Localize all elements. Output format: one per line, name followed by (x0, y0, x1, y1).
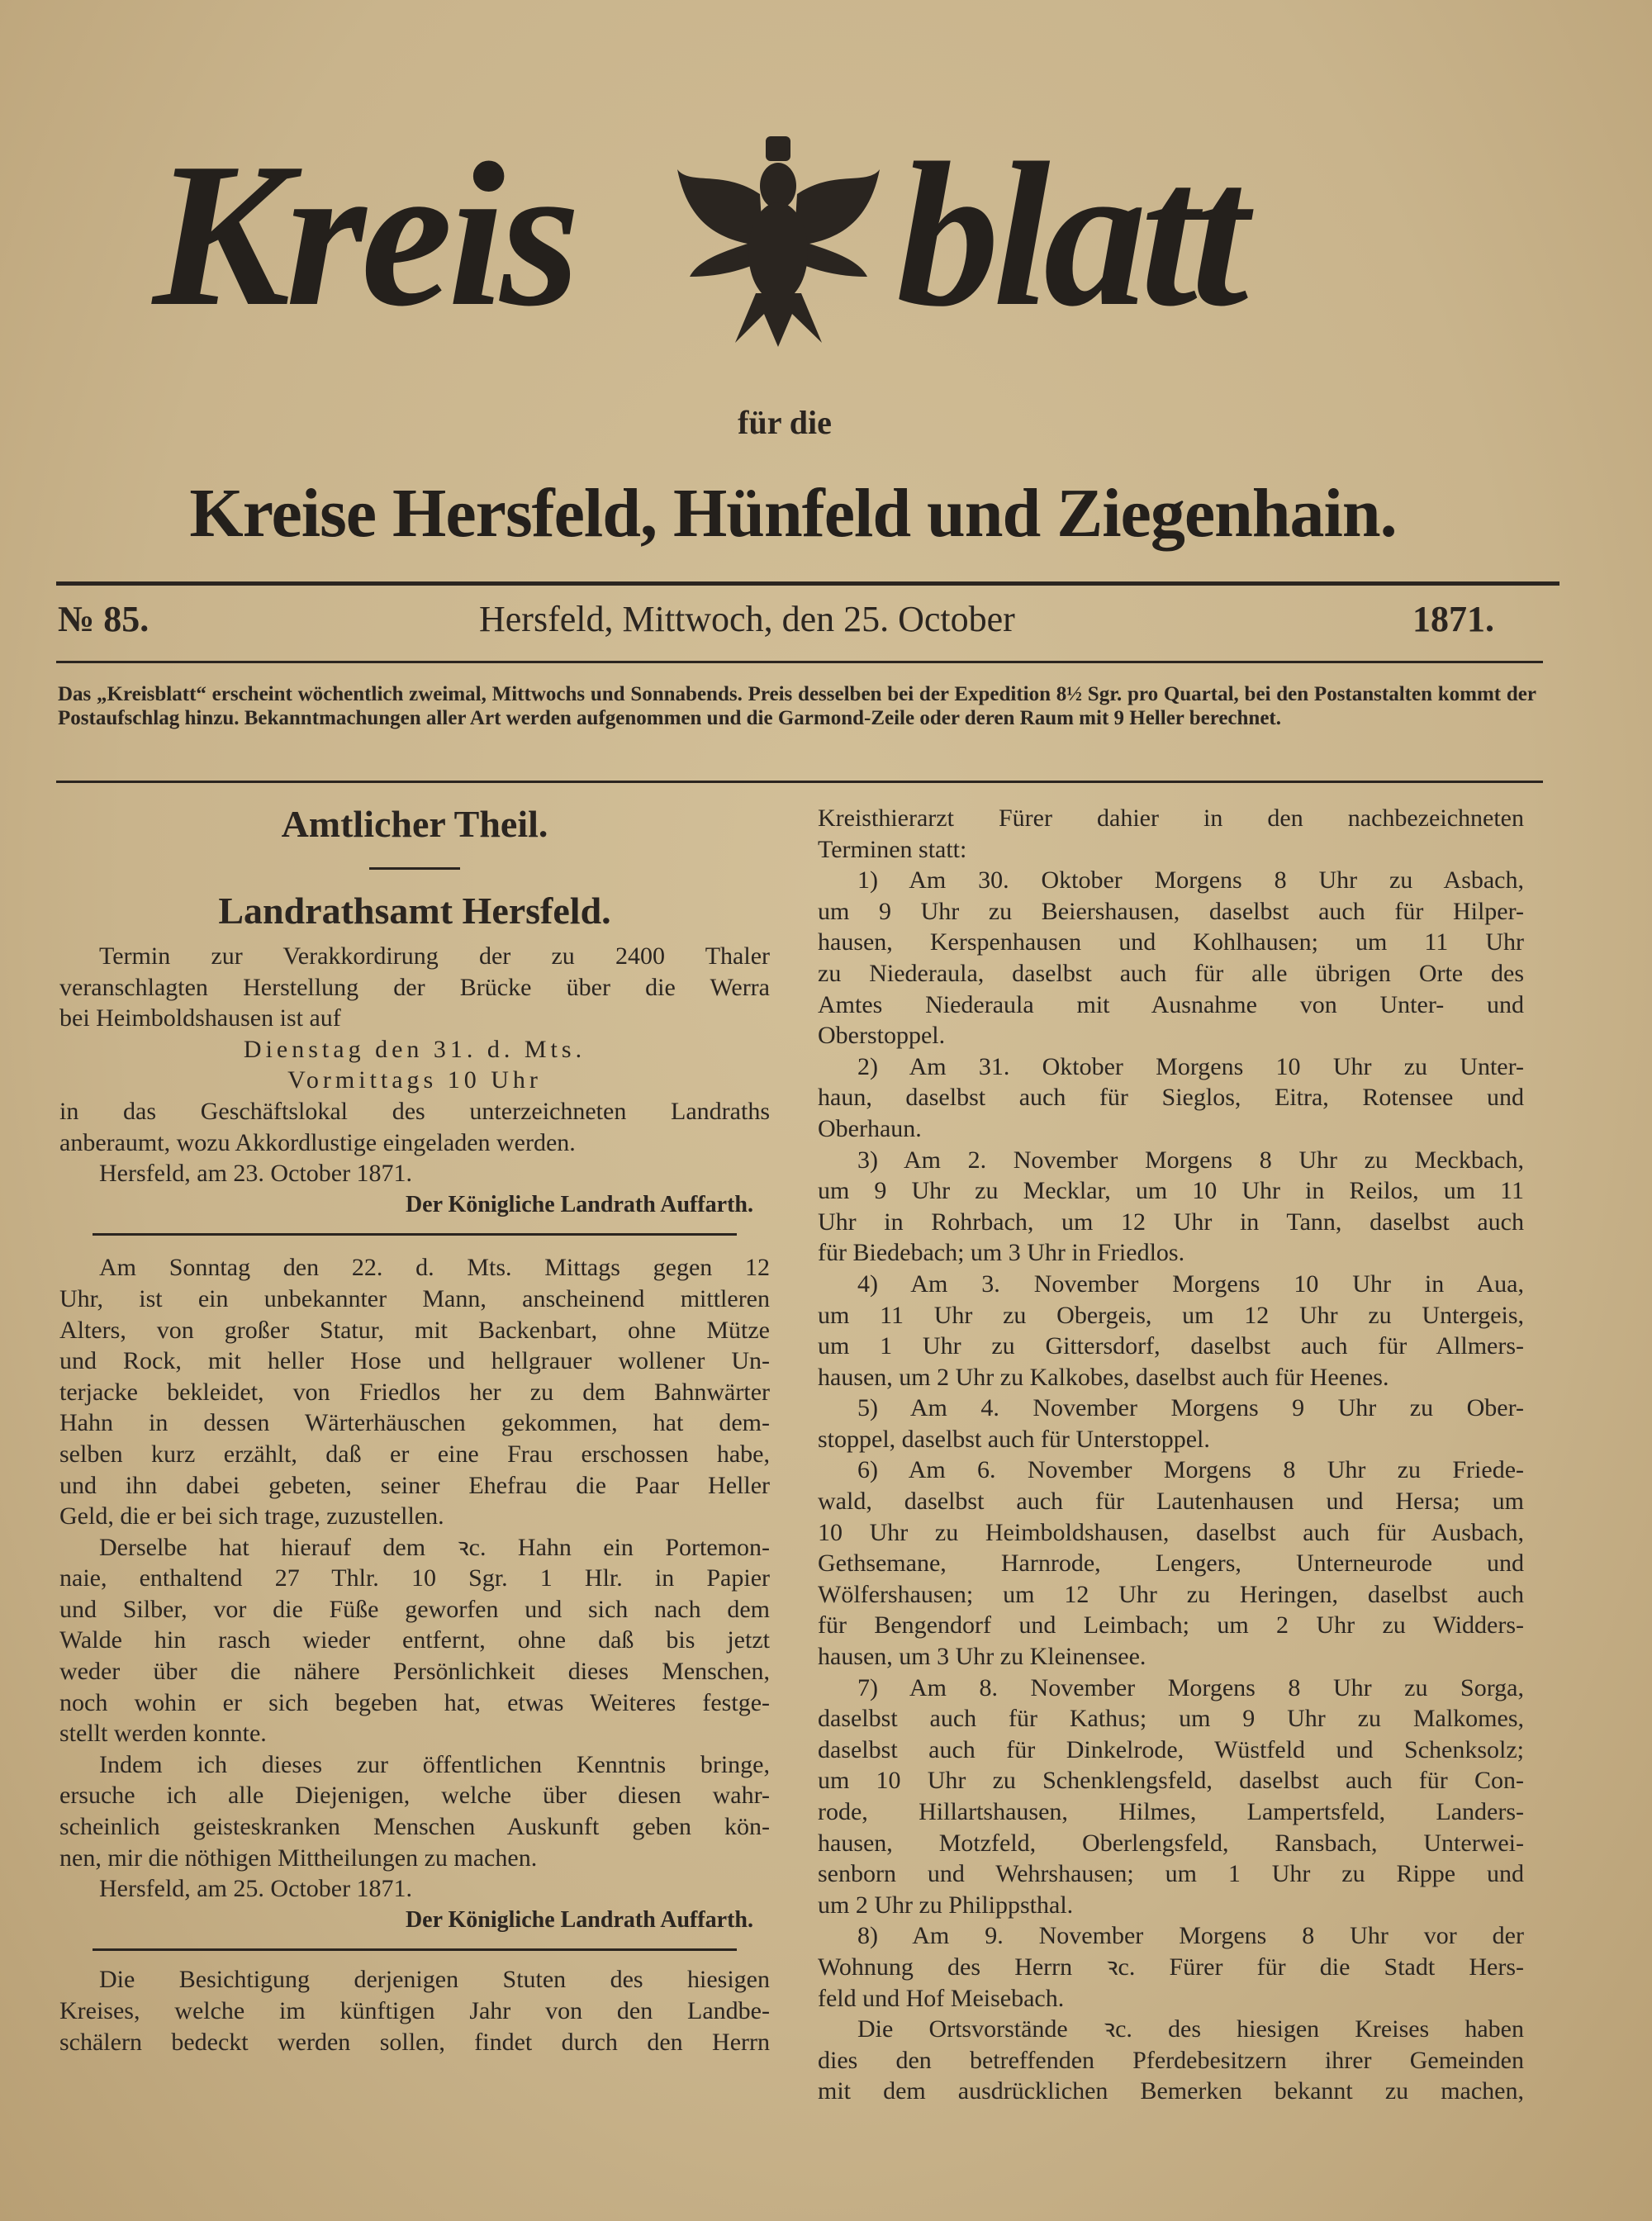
notice-divider (93, 1233, 737, 1236)
text-line: 8) Am 9. November Morgens 8 Uhr vor der (857, 1922, 1524, 1950)
text-line: Hahn in dessen Wärterhäuschen gekommen, hat dem- (59, 1409, 770, 1437)
text-line: Uhr in Rohrbach, um 12 Uhr in Tann, daselbst auch (818, 1208, 1524, 1236)
notice2-signature: Der Königliche Landrath Auffarth. (405, 1906, 753, 1933)
text-line: daselbst auch für Dinkelrode, Wüstfeld und Schenksolz; (818, 1735, 1524, 1763)
text-line: veranschlagten Herstellung der Brücke über die Werra (59, 973, 770, 1001)
notice2 (59, 1252, 770, 1873)
text-line: weder über die nähere Persönlichkeit dieses Menschen, (59, 1658, 770, 1686)
text-line: Oberstoppel. (818, 1022, 946, 1050)
masthead-subtitle-small: für die (738, 404, 832, 441)
text-line: Die Ortsvorstände ꝛc. des hiesigen Kreises haben (857, 2015, 1524, 2043)
text-line: Uhr, ist ein unbekannter Mann, anscheinend mittleren (59, 1284, 770, 1312)
text-line: Amtes Niederaula mit Ausnahme von Unter- und (818, 990, 1524, 1018)
issue-place-date: Hersfeld, Mittwoch, den 25. October (479, 599, 1015, 639)
text-line: Kreisthierarzt Fürer dahier in den nachbezeichneten (818, 804, 1524, 832)
paragraph (59, 1749, 770, 1873)
text-line: 7) Am 8. November Morgens 8 Uhr zu Sorga, (857, 1673, 1524, 1701)
text-line: Kreises, welche im künftigen Jahr von den Landbe- (59, 1997, 770, 2024)
text-line: für Biedebach; um 3 Uhr in Friedlos. (818, 1239, 1185, 1267)
text-line: 2) Am 31. Oktober Morgens 10 Uhr zu Unter- (857, 1052, 1524, 1080)
text-line: terjacke bekleidet, von Friedlos her zu dem Bahnwärter (59, 1378, 770, 1406)
text-line: stoppel, daselbst auch für Unterstoppel. (818, 1425, 1210, 1453)
masthead-title-right: blatt (896, 121, 1242, 349)
left-column (59, 800, 770, 2057)
text-line: mit dem ausdrücklichen Bemerken bekannt zu machen, (818, 2077, 1524, 2105)
paragraph (818, 1051, 1524, 1145)
paragraph (59, 1252, 770, 1531)
text-line: hausen, Motzfeld, Oberlengsfeld, Ransbach, Unterwei- (818, 1829, 1524, 1857)
text-line: wald, daselbst auch für Lautenhausen und Hersa; um (818, 1488, 1524, 1516)
masthead-subtitle: Kreise Hersfeld, Hünfeld und Ziegenhain. (189, 475, 1397, 552)
text-line: daselbst auch für Kathus; um 9 Uhr zu Malkomes, (818, 1705, 1524, 1733)
text-line: 5) Am 4. November Morgens 9 Uhr zu Ober- (857, 1394, 1524, 1422)
text-line: Dienstag den 31. d. Mts. (243, 1035, 586, 1063)
text-line: Am Sonntag den 22. d. Mts. Mittags gegen 12 (99, 1254, 770, 1282)
text-line: nen, mir die nöthigen Mittheilungen zu machen. (59, 1844, 538, 1872)
text-line: und Rock, mit heller Hose und hellgrauer wollener Un- (59, 1347, 770, 1375)
paragraph (818, 2014, 1524, 2107)
paragraph (818, 1455, 1524, 1672)
text-line: anberaumt, wozu Akkordlustige eingeladen werden. (59, 1128, 576, 1156)
text-line: hausen, um 3 Uhr zu Kleinensee. (818, 1643, 1146, 1671)
text-line: Geld, die er bei sich trage, zuzustellen. (59, 1502, 444, 1530)
text-line: selben kurz erzählt, daß er eine Frau erschossen habe, (59, 1440, 770, 1468)
paragraph (818, 1920, 1524, 2014)
text-line: hausen, Kerspenhausen und Kohlhausen; um 11 Uhr (818, 928, 1524, 956)
masthead-rule (56, 581, 1559, 586)
paragraph (59, 1532, 770, 1749)
text-line: Derselbe hat hierauf dem ꝛc. Hahn ein Portemon- (99, 1533, 770, 1561)
text-line: Indem ich dieses zur öffentlichen Kenntnis bringe, (99, 1750, 770, 1778)
eagle-icon (673, 136, 884, 351)
issue-year: 1871. (1412, 599, 1494, 639)
notice1-date (59, 1034, 770, 1096)
text-line: schälern bedeckt werden sollen, findet durch den Herrn (59, 2028, 770, 2056)
text-line: 6) Am 6. November Morgens 8 Uhr zu Friede- (857, 1456, 1524, 1484)
paragraph (818, 803, 1524, 865)
text-line: Die Besichtigung derjenigen Stuten des hiesigen (99, 1966, 770, 1994)
text-line: um 10 Uhr zu Schenklengsfeld, daselbst auch für Con- (818, 1767, 1524, 1795)
paragraph (818, 1145, 1524, 1269)
text-line: zu Niederaula, daselbst auch für alle übrigen Orte des (818, 959, 1524, 987)
subscription-terms: Das „Kreisblatt“ erscheint wöchentlich zweimal, Mittwochs und Sonnabends. Preis desselben bei der Expedition 8½ Sgr. pro Quartal, bei den Postanstalten kommt der Postaufschlag hinzu. Bekanntmachungen aller Art werden aufgenommen und die Garmond-Zeile oder deren Raum mit 9 Heller berechnet. (58, 683, 1536, 729)
text-line: Wohnung des Herrn ꝛc. Fürer für die Stadt Hers- (818, 1953, 1524, 1981)
text-line: 4) Am 3. November Morgens 10 Uhr in Aua, (857, 1269, 1524, 1298)
text-line: 3) Am 2. November Morgens 8 Uhr zu Meckbach, (857, 1146, 1524, 1174)
text-line: in das Geschäftslokal des unterzeichneten Landraths (59, 1097, 770, 1125)
text-line: hausen, um 2 Uhr zu Kalkobes, daselbst auch für Heenes. (818, 1363, 1389, 1391)
text-line: Terminen statt: (818, 835, 967, 863)
text-line: naie, enthaltend 27 Thlr. 10 Sgr. 1 Hlr. in Papier (59, 1564, 770, 1592)
text-line: rode, Hillartshausen, Hilmes, Lampertsfeld, Landers- (818, 1798, 1524, 1825)
text-line: Alters, von großer Statur, mit Backenbart, ohne Mütze (59, 1316, 770, 1344)
text-line: Wölfershausen; um 12 Uhr zu Heringen, daselbst auch (818, 1580, 1524, 1608)
notice1-place-date: Hersfeld, am 23. October 1871. (99, 1160, 413, 1188)
paragraph (818, 1269, 1524, 1393)
notice3 (59, 1964, 770, 2057)
text-line: Vormittags 10 Uhr (287, 1066, 542, 1094)
office-title: Landrathsamt Hersfeld. (218, 890, 611, 932)
text-line: feld und Hof Meisebach. (818, 1984, 1065, 2012)
text-line: Walde hin rasch wieder entfernt, ohne daß bis jetzt (59, 1626, 770, 1654)
notice1-intro (59, 941, 770, 1034)
right-column (818, 803, 1524, 2107)
text-line: Oberhaun. (818, 1114, 922, 1142)
header-bottom-rule (56, 781, 1543, 783)
text-line: noch wohin er sich begeben hat, etwas Weiteres festge- (59, 1688, 770, 1716)
issue-rule (56, 661, 1543, 663)
section-title: Amtlicher Theil. (281, 803, 548, 845)
text-line: stellt werden konnte. (59, 1720, 267, 1748)
text-line: und ihn dabei gebeten, seiner Ehefrau die Paar Heller (59, 1471, 770, 1499)
text-line: ersuche ich alle Diejenigen, welche über diesen wahr- (59, 1782, 770, 1810)
text-line: Termin zur Verakkordirung der zu 2400 Thaler (99, 942, 770, 970)
text-line: um 9 Uhr zu Beiershausen, daselbst auch für Hilper- (818, 897, 1524, 925)
notice2-place-date: Hersfeld, am 25. October 1871. (99, 1875, 413, 1903)
masthead-title-left: Kreis (153, 121, 576, 349)
paragraph (818, 1673, 1524, 1921)
text-line: und Silber, vor die Füße geworfen und sich nach dem (59, 1595, 770, 1623)
text-line: scheinlich geisteskranken Menschen Auskunft geben kön- (59, 1813, 770, 1841)
text-line: um 9 Uhr zu Mecklar, um 10 Uhr in Reilos, um 11 (818, 1177, 1524, 1205)
text-line: Gethsemane, Harnrode, Lengers, Unterneurode und (818, 1549, 1524, 1578)
text-line: dies den betreffenden Pferdebesitzern ihrer Gemeinden (818, 2046, 1524, 2074)
text-line: senborn und Wehrshausen; um 1 Uhr zu Rippe und (818, 1860, 1524, 1888)
text-line: um 11 Uhr zu Obergeis, um 12 Uhr zu Untergeis, (818, 1301, 1524, 1329)
notice1-body (59, 1096, 770, 1158)
text-line: um 1 Uhr zu Gittersdorf, daselbst auch für Allmers- (818, 1332, 1524, 1360)
short-rule (369, 867, 460, 870)
notice1-signature: Der Königliche Landrath Auffarth. (405, 1191, 753, 1217)
paragraph (818, 865, 1524, 1051)
text-line: haun, daselbst auch für Sieglos, Eitra, Rotensee und (818, 1084, 1524, 1112)
issue-number: № 85. (58, 599, 150, 639)
text-line: 10 Uhr zu Heimboldshausen, daselbst auch für Ausbach, (818, 1518, 1524, 1546)
text-line: um 2 Uhr zu Philippsthal. (818, 1891, 1074, 1919)
notice-divider (93, 1948, 737, 1951)
text-line: für Bengendorf und Leimbach; um 2 Uhr zu Widders- (818, 1611, 1524, 1640)
text-line: bei Heimboldshausen ist auf (59, 1004, 341, 1032)
text-line: 1) Am 30. Oktober Morgens 8 Uhr zu Asbach, (857, 866, 1524, 895)
paragraph (818, 1393, 1524, 1455)
